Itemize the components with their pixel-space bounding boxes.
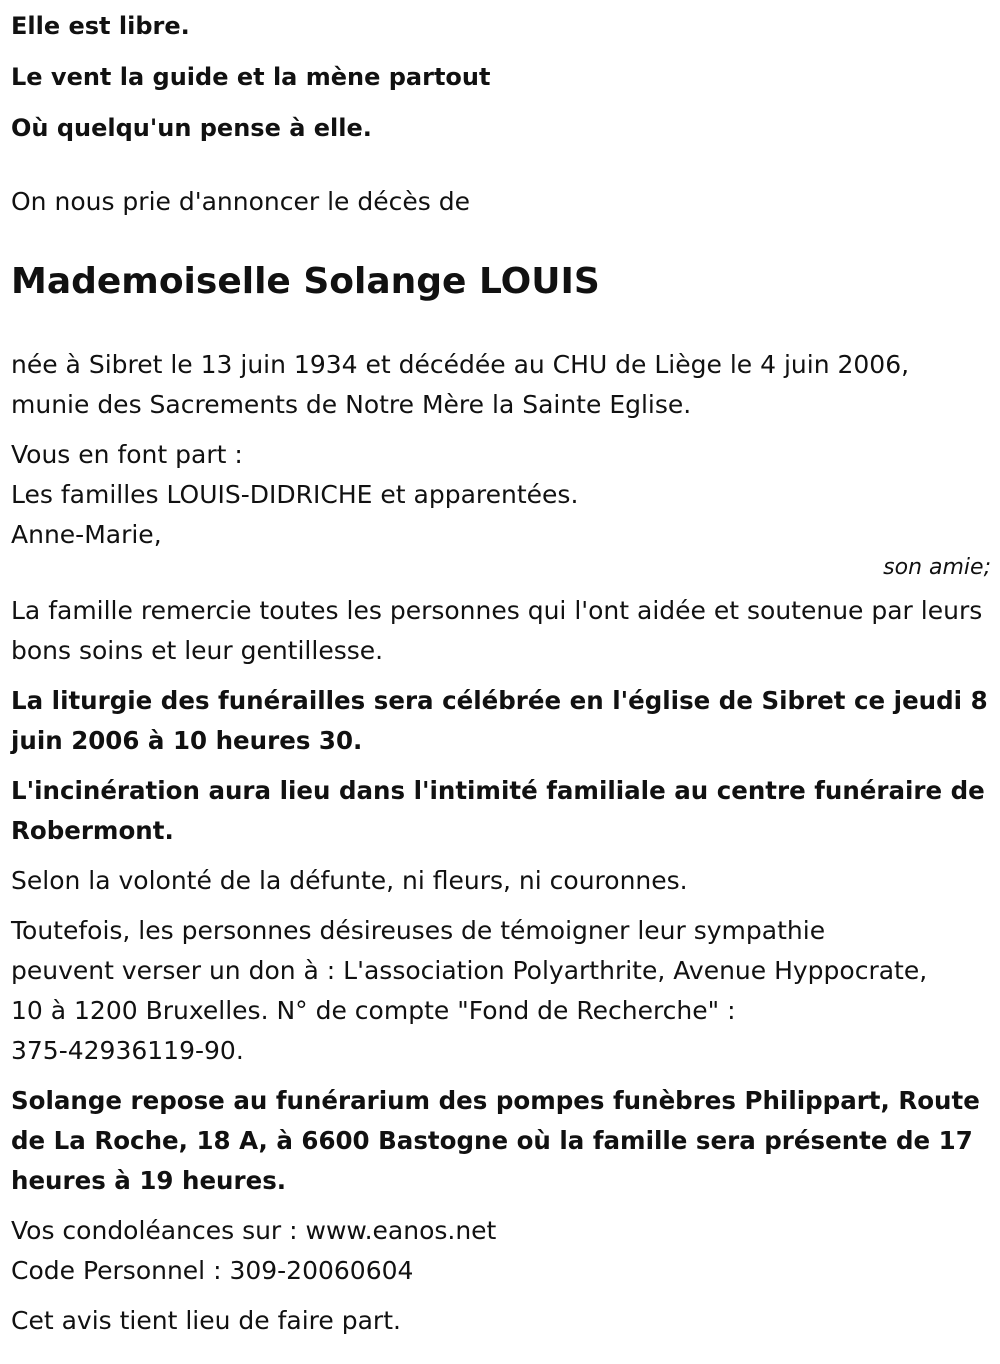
deceased-name: Mademoiselle Solange LOUIS — [11, 261, 600, 302]
birth-death-details — [11, 345, 991, 425]
sacraments-line: munie des Sacrements de Notre Mère la Sainte Eglise. — [11, 390, 692, 419]
announcement-intro: On nous prie d'annoncer le décès de — [11, 187, 470, 216]
condolences-section — [11, 1211, 991, 1291]
flowers-paragraph: Selon la volonté de la défunte, ni fleurs, ni couronnes. — [11, 866, 688, 895]
donation-line: Toutefois, les personnes désireuses de témoigner leur sympathie — [11, 916, 826, 945]
viewing-paragraph: Solange repose au funérarium des pompes funèbres Philippart, Route de La Roche, 18 A, à 6600 Bastogne où la famille sera présente de 17 heures à 19 heures. — [11, 1086, 980, 1195]
condolences-website: Vos condoléances sur : www.eanos.net — [11, 1216, 497, 1245]
birth-line: née à Sibret le 13 juin 1934 et décédée au CHU de Liège le 4 juin 2006, — [11, 350, 910, 379]
family-names: Les familles LOUIS-DIDRICHE et apparentées. — [11, 480, 579, 509]
poem-line: Où quelqu'un pense à elle. — [11, 114, 372, 142]
donation-line: 10 à 1200 Bruxelles. N° de compte "Fond de Recherche" : — [11, 996, 736, 1025]
donation-paragraph — [11, 911, 991, 1071]
obituary-notice — [11, 0, 991, 1341]
thanks-paragraph: La famille remercie toutes les personnes qui l'ont aidée et soutenue par leurs bons soins et leur gentillesse. — [11, 596, 983, 665]
family-section — [11, 435, 991, 581]
friend-role: son amie; — [883, 555, 991, 580]
liturgy-paragraph: La liturgie des funérailles sera célébrée en l'église de Sibret ce jeudi 8 juin 2006 à 10 heures 30. — [11, 686, 988, 755]
poem — [11, 1, 991, 154]
cremation-paragraph: L'incinération aura lieu dans l'intimité familiale au centre funéraire de Robermont. — [11, 776, 985, 845]
poem-line: Elle est libre. — [11, 12, 190, 40]
family-lead: Vous en font part : — [11, 440, 243, 469]
friend-name: Anne-Marie, — [11, 520, 162, 549]
donation-line: peuvent verser un don à : L'association Polyarthrite, Avenue Hyppocrate, — [11, 956, 928, 985]
personal-code: Code Personnel : 309-20060604 — [11, 1256, 414, 1285]
donation-account: 375-42936119-90. — [11, 1036, 244, 1065]
poem-line: Le vent la guide et la mène partout — [11, 63, 491, 91]
closing-note: Cet avis tient lieu de faire part. — [11, 1306, 401, 1335]
